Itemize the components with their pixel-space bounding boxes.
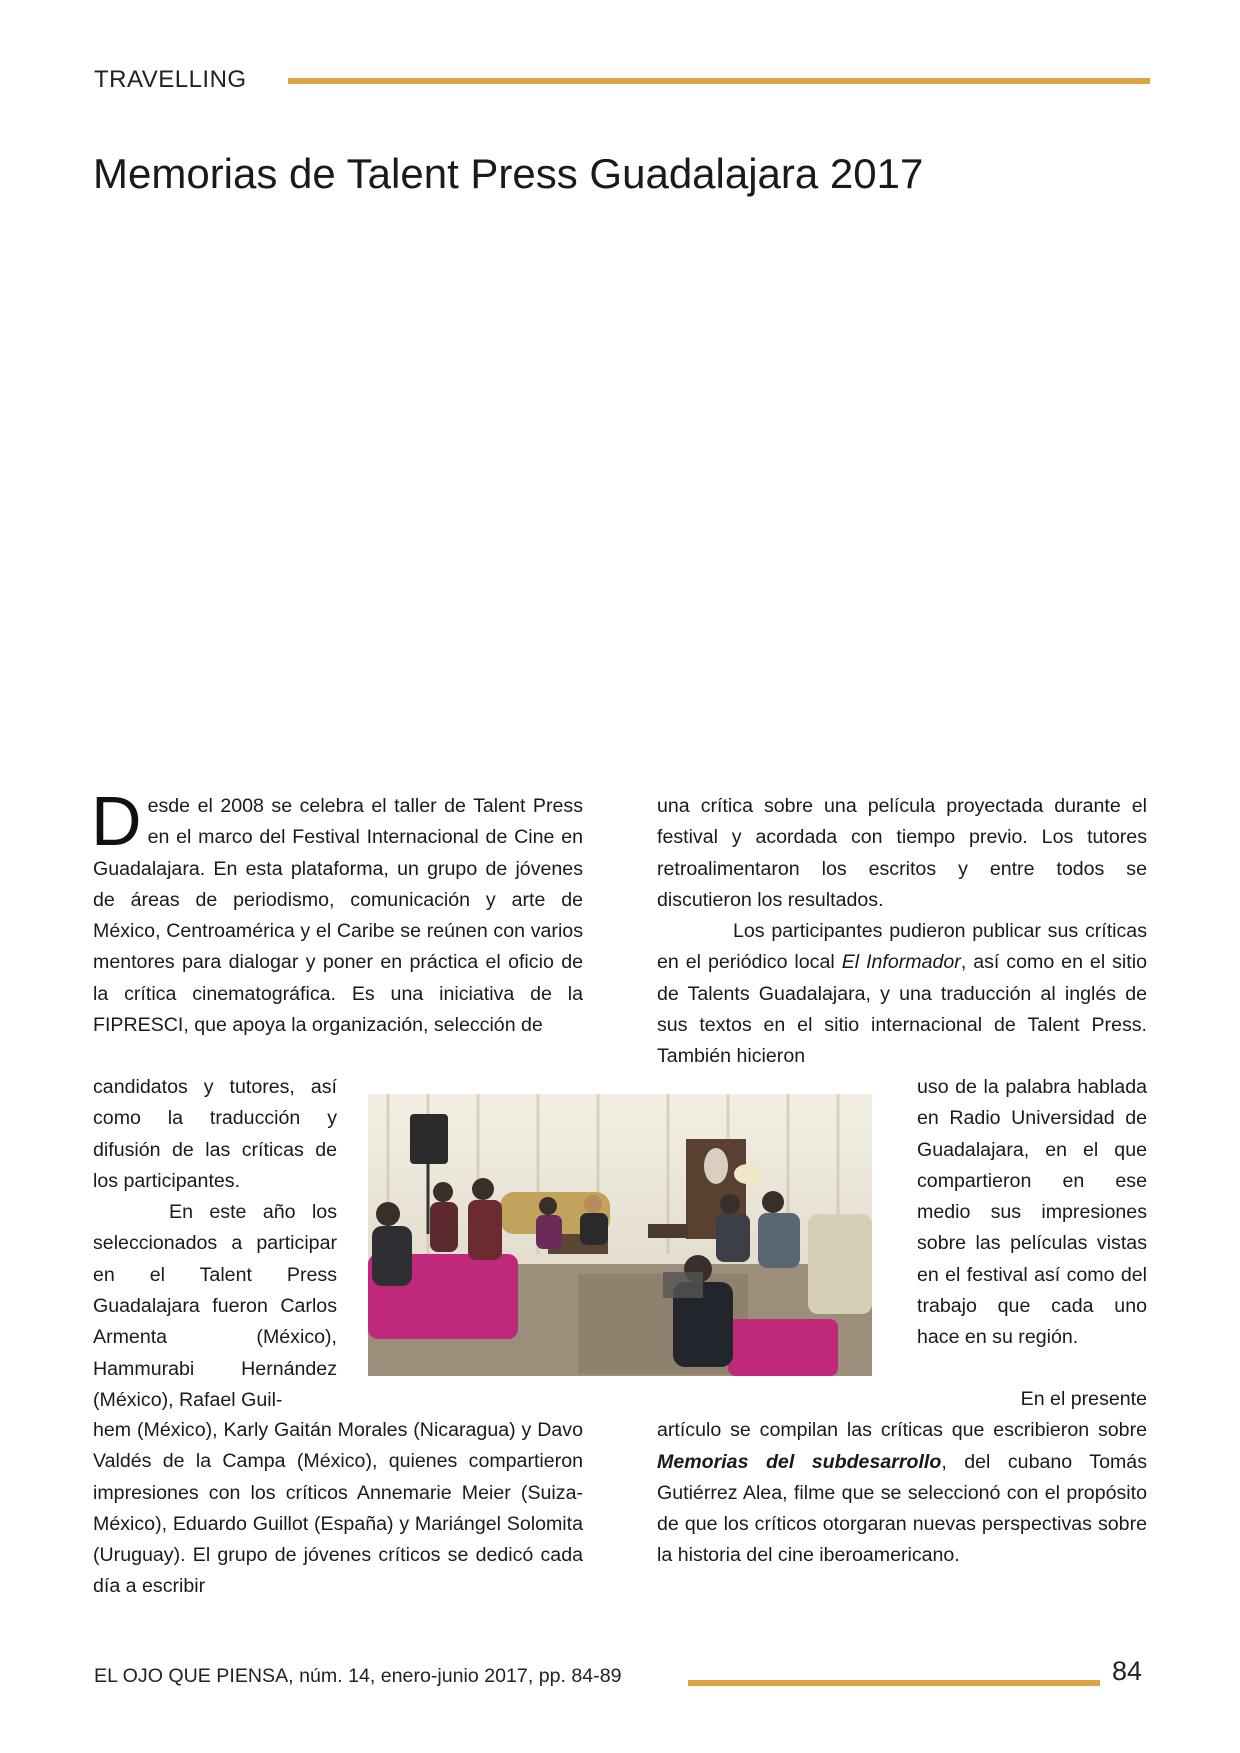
right-column-wrap [917,1072,1147,1354]
workshop-photo-illustration [368,1094,872,1376]
article-title: Memorias de Talent Press Guadalajara 2017 [93,150,924,197]
paragraph-intro-end: candidatos y tutores, así como la traducción y difusión de las críticas de los participantes. [93,1076,337,1192]
paragraph-publication [657,916,1147,1072]
paragraph-present-head: En el presente [1020,1388,1147,1410]
header-rule [288,78,1150,84]
right-column-bottom [657,1384,1147,1572]
left-column-bottom [93,1415,583,1603]
right-column-top [657,791,1147,1073]
footer-citation: EL OJO QUE PIENSA, núm. 14, enero-junio 2017, pp. 84-89 [94,1665,622,1687]
film-title: Memorias del subdesarrollo [657,1450,942,1473]
newspaper-name: El Informador [841,951,961,974]
drop-cap: D [91,782,142,860]
publication-text-b: , así como en el sitio de Talents Guadalajara, y una traducción al inglés de sus textos en el sitio internacional de Talent Press. También hicieron [657,951,1147,1068]
paragraph-participants: En este año los seleccionados a participar en el Talent Press Guadalajara fueron Carlos Armenta (México), Hammurabi Hernández (México), Rafael Guil- [93,1201,337,1411]
present-text-a: artículo se compilan las críticas que escribieron sobre [657,1419,1147,1442]
footer-rule [688,1680,1100,1686]
workshop-photo [368,1094,872,1376]
page-number: 84 [1112,1656,1143,1686]
present-text-b: , del cubano Tomás Gutiérrez Alea, filme que se seleccionó con el propósito de que los críticos otorgaran nuevas perspectivas sobre la historia del cine iberoamericano. [657,1450,1148,1567]
paragraph-critique: una crítica sobre una película proyectada durante el festival y acordada con tiempo previo. Los tutores retroalimentaron los escritos y entre todos se discutieron los resultados. [657,795,1147,911]
paragraph-radio: uso de la palabra hablada en Radio Universidad de Guadalajara, en el que compartieron en ese medio sus impresiones sobre las películas vistas en el festival así como del trabajo que cada uno hace en su región. [917,1076,1147,1349]
left-column-top [91,782,583,1041]
section-label: TRAVELLING [94,66,247,93]
publication-text-a: Los participantes pudieron publicar sus críticas en el periódico local [657,920,1147,974]
intro-text: esde el 2008 se celebra el taller de Talent Press en el marco del Festival Internacional de Cine en Guadalajara. En esta plataforma, un grupo de jóvenes de áreas de periodismo, comunicación y arte de México, Centroamérica y el Caribe se reúnen con varios mentores para dialogar y poner en práctica el oficio de la crítica cinematográfica. Es una iniciativa de la FIPRESCI, que apoya la organización, selección de [93,795,583,1037]
left-column-wrap [93,1072,337,1416]
paragraph-present [657,1415,1147,1571]
paragraph-participants-end: hem (México), Karly Gaitán Morales (Nicaragua) y Davo Valdés de la Campa (México), quienes compartieron impresiones con los críticos Annemarie Meier (Suiza-México), Eduardo Guillot (España) y Mariángel Solomita (Uruguay). El grupo de jóvenes críticos se dedicó cada día a escribir [93,1419,583,1598]
speaker [410,1114,448,1164]
paragraph-intro [91,782,583,1041]
